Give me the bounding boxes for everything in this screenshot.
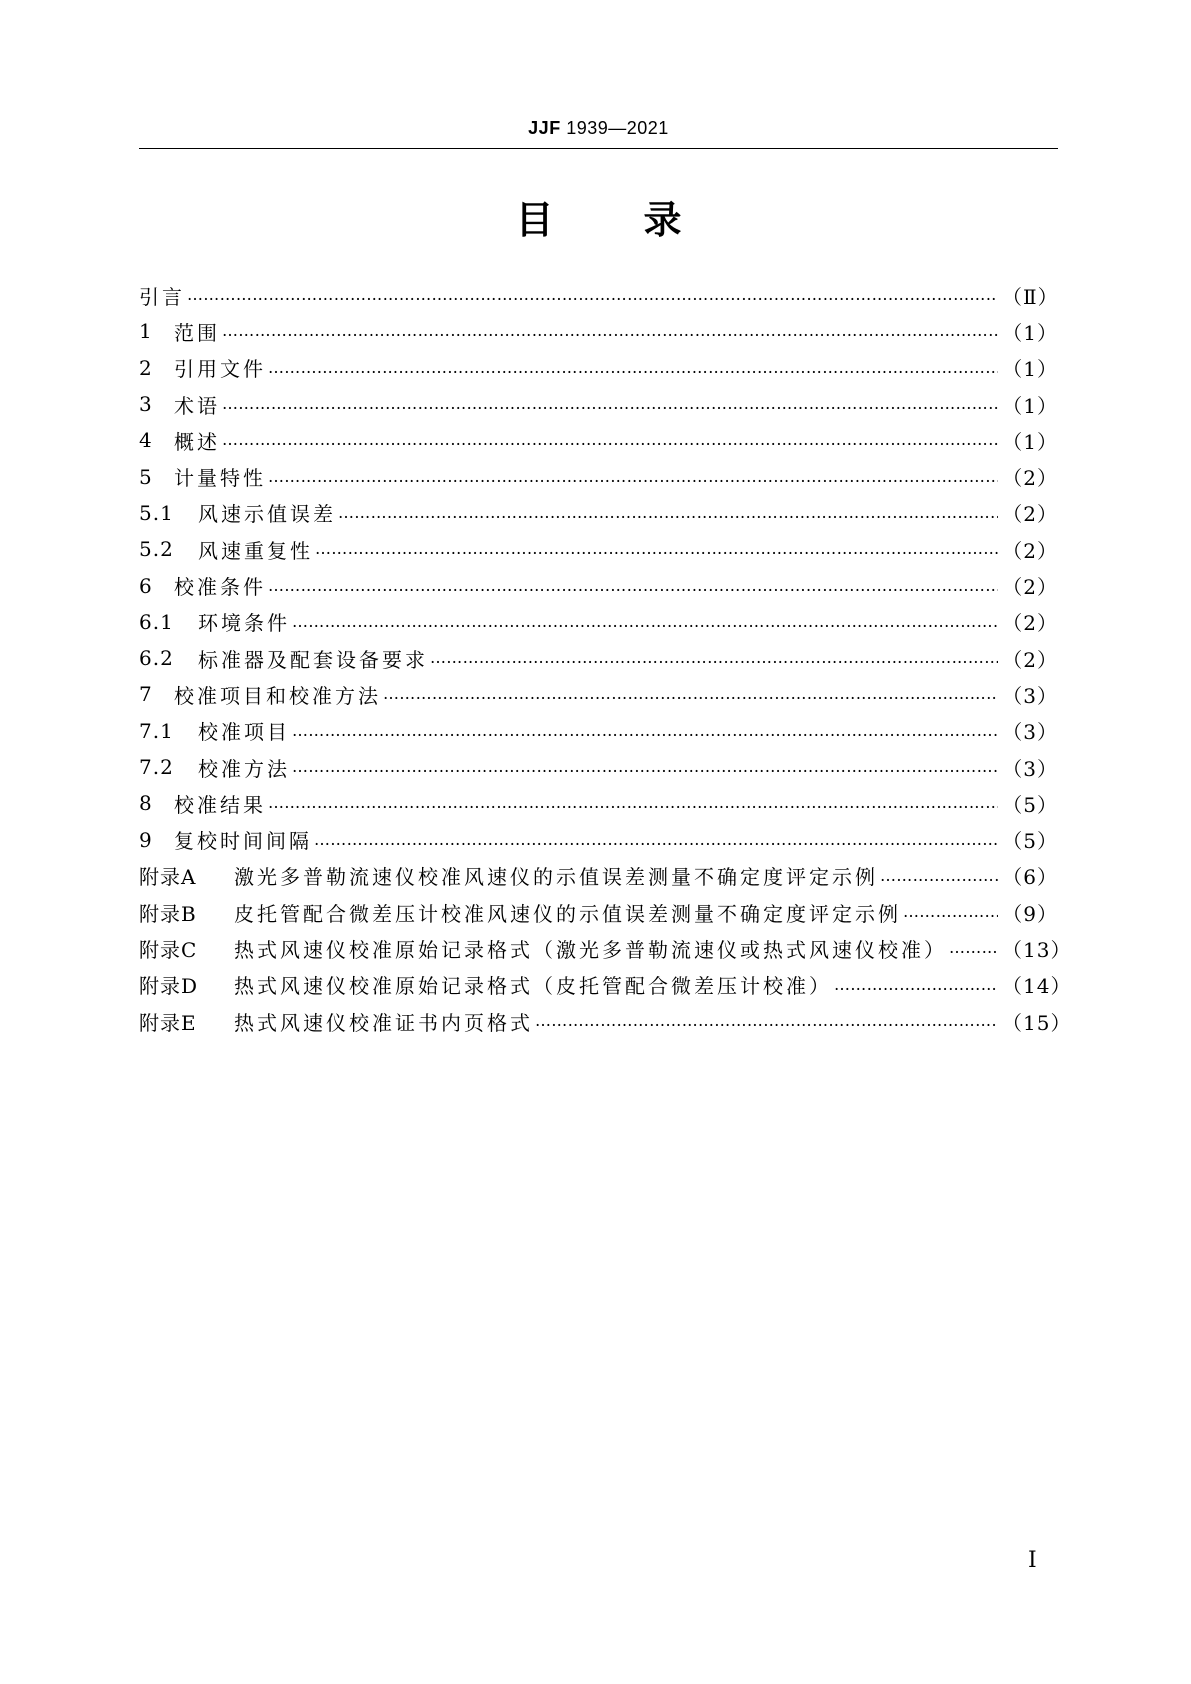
- toc-entry-label: 校准结果: [174, 792, 266, 817]
- toc-entry[interactable]: [139, 640, 1058, 676]
- toc-leader-dots: [903, 902, 998, 922]
- toc-entry-number: 6: [139, 573, 153, 598]
- toc-entry-page: （1）: [1002, 393, 1058, 418]
- toc-entry-label: 校准项目: [198, 720, 290, 745]
- toc-entry-number: 4: [139, 428, 153, 453]
- toc-entry-number: 附录B: [139, 901, 197, 926]
- toc-entry-label: 引言: [139, 284, 185, 309]
- toc-leader-dots: [535, 1011, 998, 1031]
- toc-leader-dots: [292, 721, 998, 741]
- standard-number: 1939—2021: [566, 118, 669, 138]
- toc-entry[interactable]: [139, 749, 1058, 785]
- toc-leader-dots: [222, 430, 998, 450]
- toc-leader-dots: [383, 684, 998, 704]
- title-char-1: 目: [515, 198, 554, 242]
- toc-entry[interactable]: [139, 495, 1058, 531]
- toc-entry[interactable]: [139, 785, 1058, 821]
- toc-entry[interactable]: [139, 531, 1058, 567]
- toc-entry-number: 7.2: [139, 755, 174, 779]
- toc-entry[interactable]: [139, 604, 1058, 640]
- document-header: [139, 118, 1058, 139]
- toc-entry-label: 标准器及配套设备要求: [198, 647, 428, 672]
- toc-entry-number: 1: [139, 319, 153, 344]
- toc-entry-number: 附录A: [139, 865, 197, 890]
- toc-entry-page: （2）: [1002, 575, 1058, 600]
- toc-leader-dots: [292, 612, 998, 632]
- page-number: Ⅰ: [1028, 1548, 1037, 1573]
- toc-entry-number: 3: [139, 392, 153, 417]
- toc-leader-dots: [268, 467, 998, 487]
- toc-entry-number: 7: [139, 682, 153, 707]
- toc-leader-dots: [949, 938, 998, 958]
- toc-entry-label: 复校时间间隔: [174, 829, 312, 854]
- page-title: [139, 195, 1058, 245]
- toc-entry-number: 附录C: [139, 937, 198, 962]
- toc-entry-page: （2）: [1002, 538, 1058, 563]
- toc-entry[interactable]: [139, 386, 1058, 422]
- toc-leader-dots: [315, 539, 998, 559]
- table-of-contents: [139, 277, 1072, 1039]
- toc-entry-page: （6）: [1002, 865, 1058, 890]
- toc-entry-page: （5）: [1002, 792, 1058, 817]
- toc-entry-label: 校准项目和校准方法: [174, 683, 381, 708]
- toc-entry-label: 皮托管配合微差压计校准风速仪的示值误差测量不确定度评定示例: [234, 901, 901, 926]
- toc-entry-label: 引用文件: [174, 357, 266, 382]
- toc-entry-page: （3）: [1002, 756, 1058, 781]
- toc-leader-dots: [187, 285, 998, 305]
- standard-code: JJF: [528, 118, 561, 138]
- toc-entry-label: 风速重复性: [198, 538, 313, 563]
- toc-entry-label: 范围: [174, 320, 220, 345]
- toc-entry-page: （3）: [1002, 683, 1058, 708]
- toc-entry-number: 6.1: [139, 609, 174, 634]
- toc-entry-label: 环境条件: [198, 611, 290, 636]
- toc-entry[interactable]: [139, 713, 1058, 749]
- toc-entry-page: （14）: [1002, 974, 1072, 999]
- toc-entry-number: 6.2: [139, 646, 174, 671]
- toc-appendix-entry[interactable]: [139, 894, 1058, 930]
- toc-entry-number: 7.1: [139, 718, 174, 743]
- toc-entry[interactable]: [139, 458, 1058, 494]
- toc-entry-label: 校准条件: [174, 575, 266, 600]
- toc-appendix-entry[interactable]: [139, 967, 1072, 1003]
- toc-entry-label: 校准方法: [198, 756, 290, 781]
- toc-entry-page: （13）: [1002, 937, 1072, 962]
- toc-leader-dots: [314, 830, 998, 850]
- toc-entry-label: 概述: [174, 429, 220, 454]
- toc-entry-number: 5: [139, 464, 153, 489]
- toc-entry[interactable]: [139, 277, 1058, 313]
- toc-entry-number: 附录D: [139, 974, 199, 999]
- toc-leader-dots: [268, 793, 998, 813]
- toc-leader-dots: [880, 866, 998, 886]
- toc-leader-dots: [338, 503, 998, 523]
- toc-entry-page: （5）: [1002, 829, 1058, 854]
- toc-entry-label: 热式风速仪校准原始记录格式（激光多普勒流速仪或热式风速仪校准）: [234, 937, 947, 962]
- toc-leader-dots: [292, 757, 998, 777]
- toc-entry-label: 风速示值误差: [198, 502, 336, 527]
- toc-entry-number: 8: [139, 791, 153, 816]
- toc-entry-label: 术语: [174, 393, 220, 418]
- toc-entry-label: 热式风速仪校准原始记录格式（皮托管配合微差压计校准）: [234, 974, 832, 999]
- toc-entry-number: 9: [139, 827, 153, 852]
- toc-entry-page: （9）: [1002, 901, 1058, 926]
- toc-leader-dots: [268, 576, 998, 596]
- toc-leader-dots: [834, 975, 998, 995]
- toc-entry-number: 5.1: [139, 500, 174, 525]
- toc-appendix-entry[interactable]: [139, 1003, 1072, 1039]
- toc-entry-label: 热式风速仪校准证书内页格式: [234, 1010, 533, 1035]
- toc-entry-page: （2）: [1002, 502, 1058, 527]
- toc-entry-page: （15）: [1002, 1010, 1072, 1035]
- toc-entry[interactable]: [139, 350, 1058, 386]
- toc-entry-page: （1）: [1002, 429, 1058, 454]
- toc-entry[interactable]: [139, 313, 1058, 349]
- toc-appendix-entry[interactable]: [139, 858, 1058, 894]
- title-char-2: 录: [643, 198, 682, 242]
- toc-entry[interactable]: [139, 676, 1058, 712]
- toc-leader-dots: [222, 394, 998, 414]
- toc-entry-label: 计量特性: [174, 466, 266, 491]
- toc-entry[interactable]: [139, 821, 1058, 857]
- toc-entry-page: （Ⅱ）: [1002, 284, 1059, 309]
- toc-entry[interactable]: [139, 422, 1058, 458]
- toc-leader-dots: [430, 648, 998, 668]
- toc-entry[interactable]: [139, 567, 1058, 603]
- toc-entry-page: （2）: [1002, 611, 1058, 636]
- toc-entry-page: （1）: [1002, 357, 1058, 382]
- toc-leader-dots: [222, 321, 998, 341]
- toc-entry-number: 附录E: [139, 1010, 197, 1035]
- toc-entry-page: （2）: [1002, 647, 1058, 672]
- toc-entry-number: 2: [139, 355, 153, 380]
- header-rule: [139, 148, 1058, 149]
- toc-entry-label: 激光多普勒流速仪校准风速仪的示值误差测量不确定度评定示例: [234, 865, 878, 890]
- toc-entry-number: 5.2: [139, 537, 174, 562]
- toc-leader-dots: [268, 358, 998, 378]
- toc-entry-page: （3）: [1002, 720, 1058, 745]
- toc-appendix-entry[interactable]: [139, 930, 1072, 966]
- toc-entry-page: （1）: [1002, 320, 1058, 345]
- toc-entry-page: （2）: [1002, 466, 1058, 491]
